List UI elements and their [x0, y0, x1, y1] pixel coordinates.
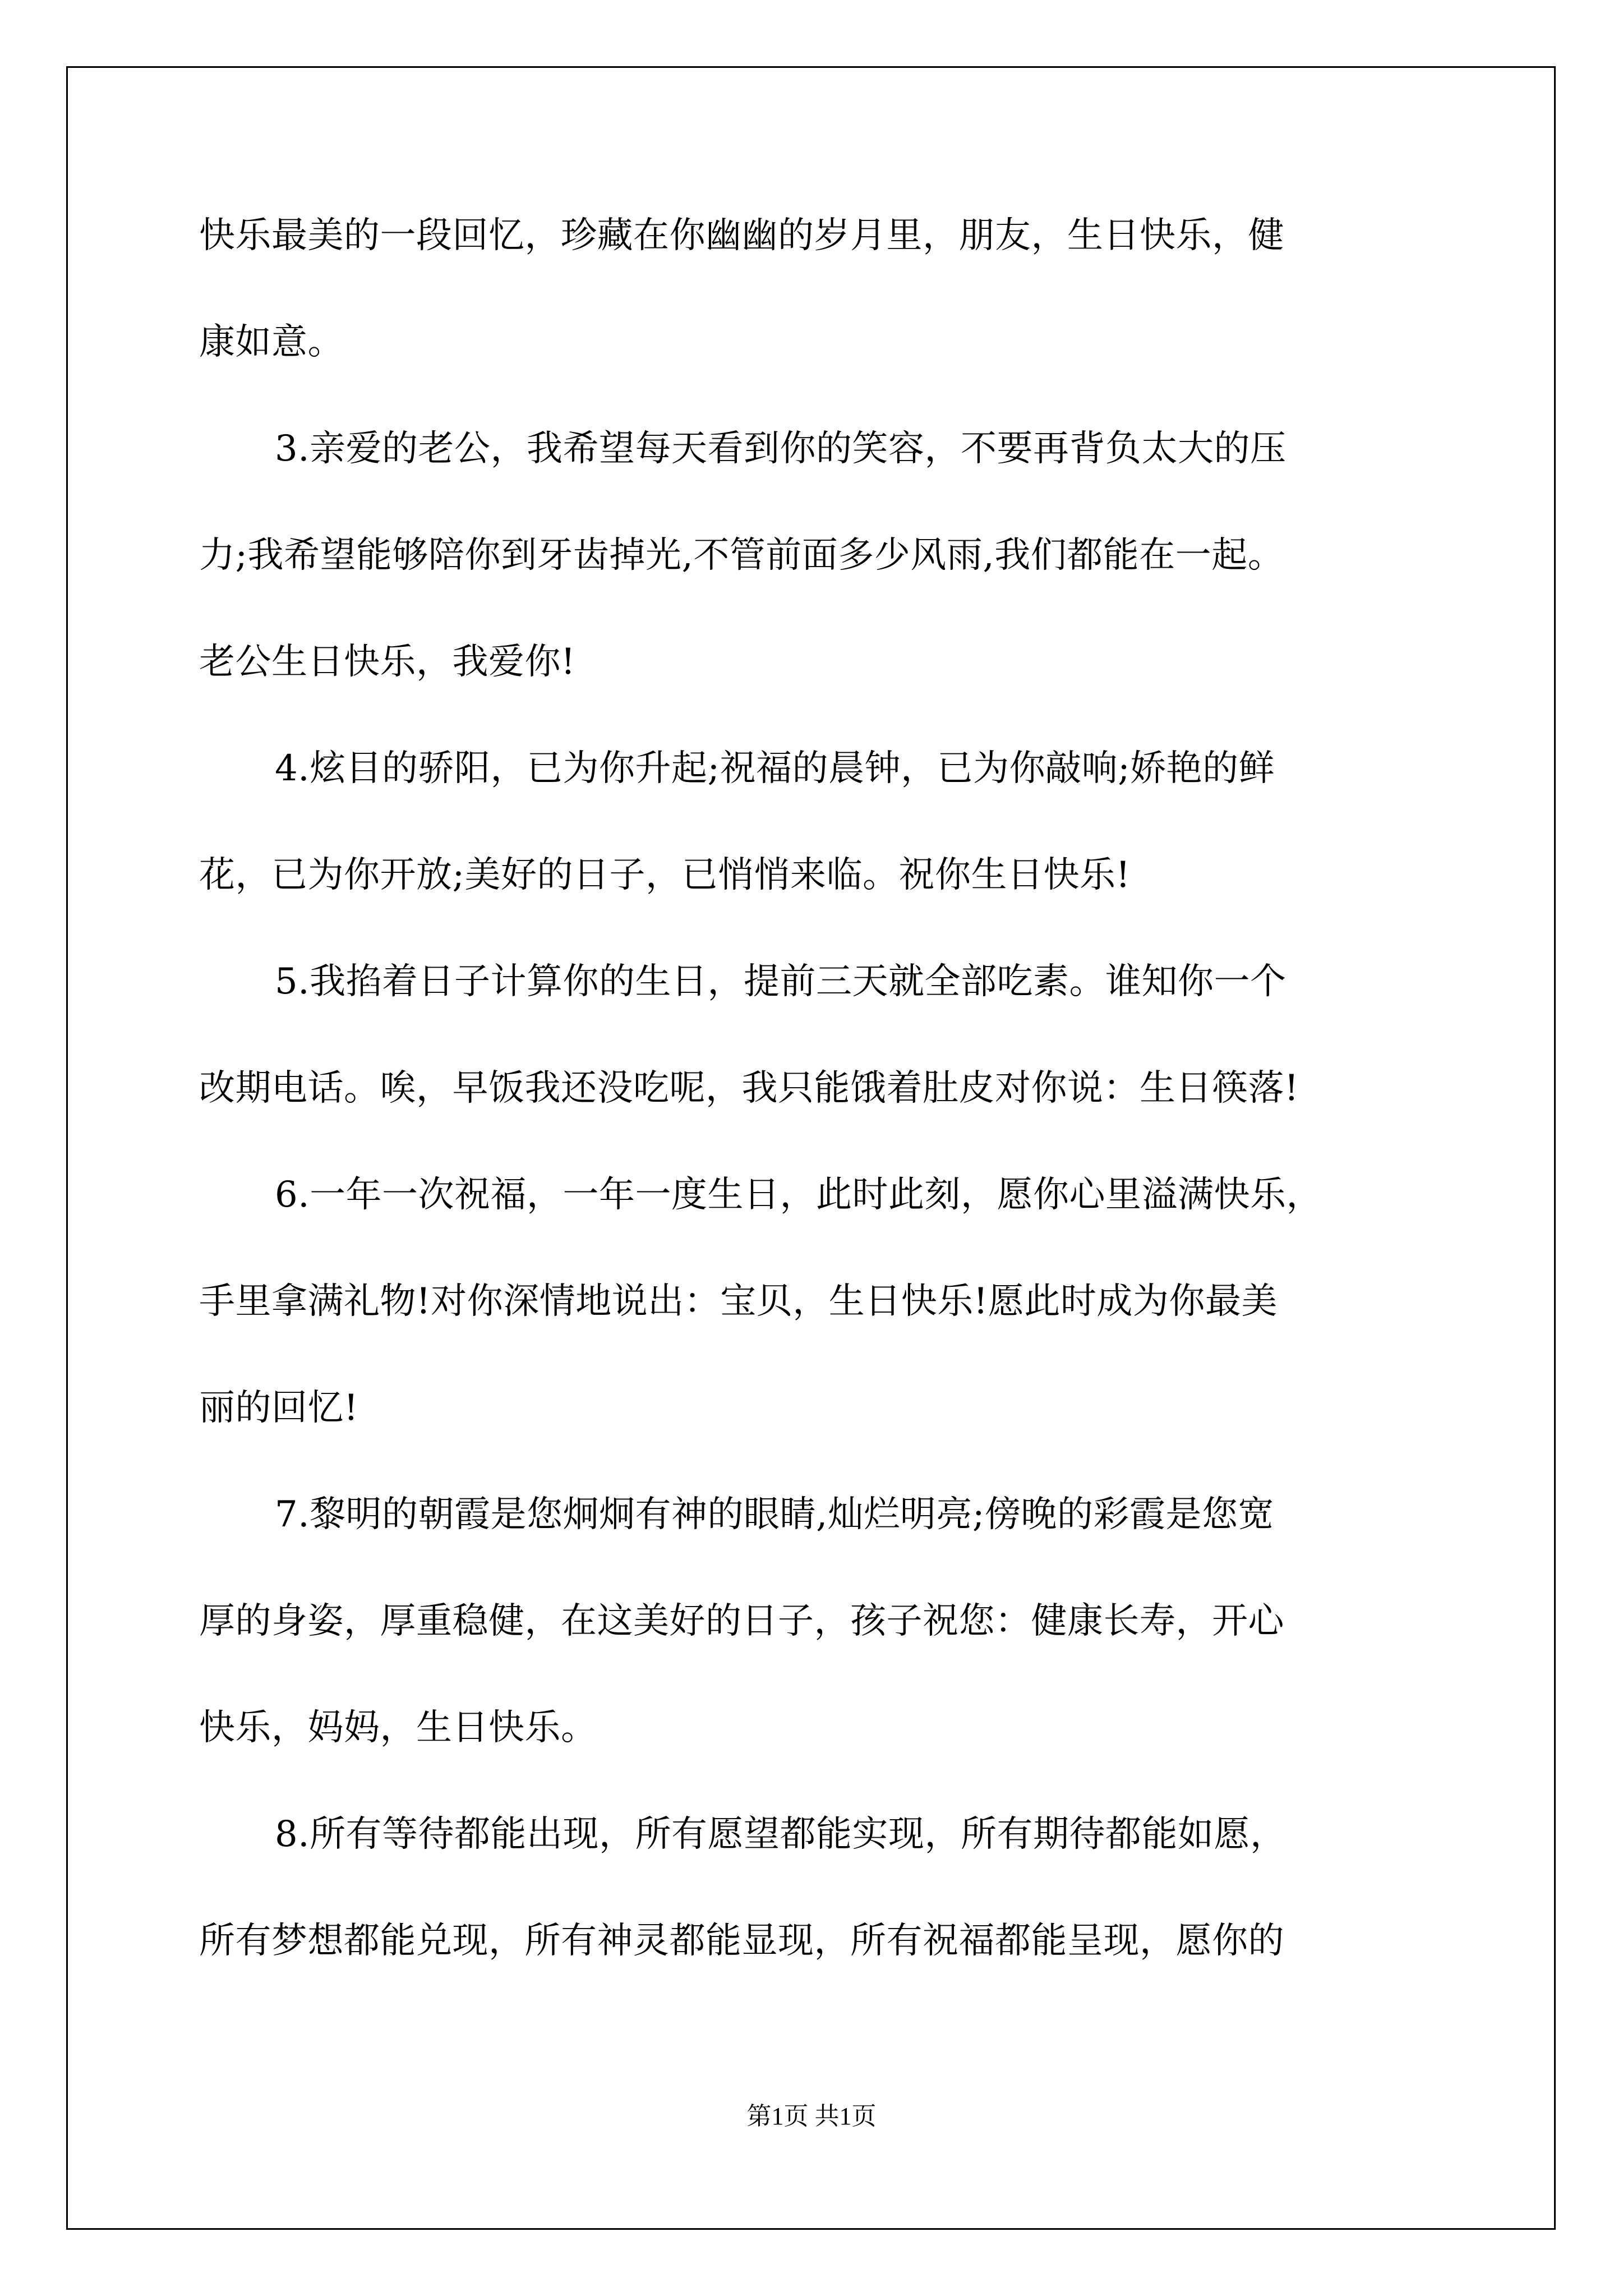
text-line: 8.所有等待都能出现，所有愿望都能实现，所有期待都能如愿，: [275, 1814, 1287, 1855]
text-line: 5.我掐着日子计算你的生日，提前三天就全部吃素。谁知你一个: [275, 961, 1287, 1002]
text-line: 康如意。: [199, 321, 344, 363]
text-line: 力;我希望能够陪你到牙齿掉光,不管前面多少风雨,我们都能在一起。: [199, 535, 1284, 576]
text-line: 丽的回忆!: [199, 1387, 359, 1429]
text-line: 厚的身姿，厚重稳健，在这美好的日子，孩子祝您：健康长寿，开心: [199, 1600, 1284, 1642]
text-line: 4.炫目的骄阳，已为你升起;祝福的晨钟，已为你敲响;娇艳的鲜: [275, 748, 1275, 789]
page-number-footer: 第1页 共1页: [746, 2102, 877, 2130]
text-line: 改期电话。唉，早饭我还没吃呢，我只能饿着肚皮对你说：生日筷落!: [199, 1068, 1299, 1109]
text-line: 花，已为你开放;美好的日子，已悄悄来临。祝你生日快乐!: [199, 854, 1131, 896]
text-line: 快乐最美的一段回忆，珍藏在你幽幽的岁月里，朋友，生日快乐，健: [199, 215, 1284, 256]
text-line: 所有梦想都能兑现，所有神灵都能显现，所有祝福都能呈现，愿你的: [199, 1920, 1284, 1962]
text-line: 3.亲爱的老公，我希望每天看到你的笑容，不要再背负太大的压: [275, 428, 1287, 470]
text-line: 老公生日快乐，我爱你!: [199, 641, 576, 683]
text-line: 7.黎明的朝霞是您炯炯有神的眼睛,灿烂明亮;傍晚的彩霞是您宽: [275, 1494, 1274, 1535]
text-line: 快乐，妈妈，生日快乐。: [199, 1707, 597, 1749]
text-line: 手里拿满礼物!对你深情地说出：宝贝，生日快乐!愿此时成为你最美: [199, 1281, 1278, 1322]
page-border: [66, 66, 1556, 2230]
text-line: 6.一年一次祝福，一年一度生日，此时此刻，愿你心里溢满快乐，: [275, 1174, 1323, 1216]
